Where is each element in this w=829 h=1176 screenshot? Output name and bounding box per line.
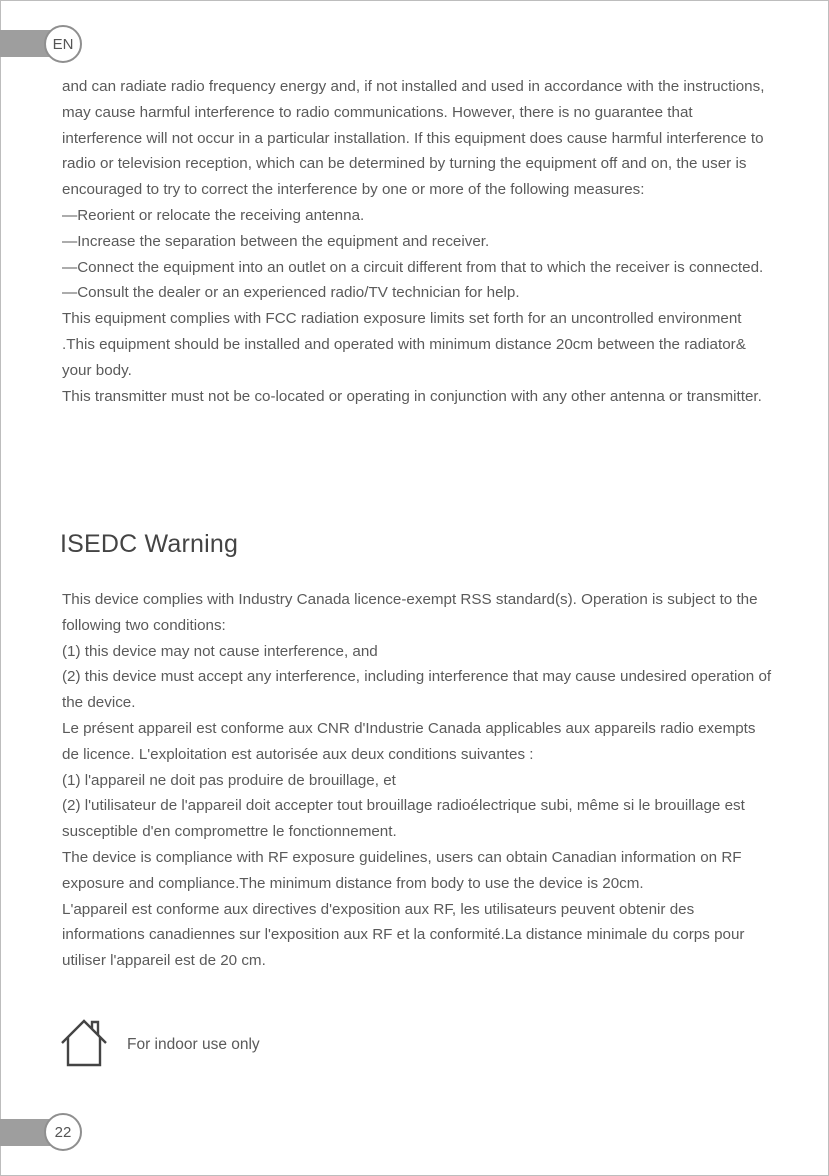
isedc-condition: (2) this device must accept any interference, including interference that may cause undesired operation of the device. (62, 668, 772, 712)
isedc-condition-fr: (2) l'utilisateur de l'appareil doit accepter tout brouillage radioélectrique subi, même si le brouillage est susceptible d'en compromettre le fonctionnement. (62, 797, 745, 841)
house-icon (58, 1016, 110, 1068)
indoor-use-notice (58, 1016, 260, 1068)
fcc-measure-item: —Connect the equipment into an outlet on a circuit different from that to which the receiver is connected. (62, 258, 764, 276)
fcc-measure-item: —Consult the dealer or an experienced radio/TV technician for help. (62, 284, 520, 302)
fcc-paragraph: This equipment complies with FCC radiation exposure limits set forth for an uncontrolled environment .This equipment should be installed and operated with minimum distance 20cm between the radiator& your body. (62, 310, 746, 379)
isedc-paragraph-fr: Le présent appareil est conforme aux CNR d'Industrie Canada applicables aux appareils radio exempts de licence. L'exploitation est autorisée aux deux conditions suivantes : (62, 719, 756, 763)
fcc-paragraph: This transmitter must not be co-located or operating in conjunction with any other antenna or transmitter. (62, 387, 762, 405)
isedc-condition-fr: (1) l'appareil ne doit pas produire de brouillage, et (62, 771, 396, 789)
indoor-use-label: For indoor use only (127, 1036, 260, 1053)
rf-exposure-paragraph: The device is compliance with RF exposure guidelines, users can obtain Canadian information on RF exposure and compliance.The minimum distance from body to use the device is 20cm. (62, 848, 742, 892)
isedc-statement (62, 587, 774, 974)
fcc-statement (62, 74, 774, 409)
isedc-heading: ISEDC Warning (60, 530, 239, 558)
fcc-measure-item: —Reorient or relocate the receiving antenna. (62, 206, 365, 224)
fcc-paragraph: and can radiate radio frequency energy and, if not installed and used in accordance with the instructions, may cause harmful interference to radio communications. However, there is no guarantee that interference will not occur in a particular installation. If this equipment does cause harmful interference to radio or television reception, which can be determined by turning the equipment off and on, the user is encouraged to try to correct the interference by one or more of the following measures: (62, 78, 765, 199)
isedc-condition: (1) this device may not cause interference, and (62, 642, 378, 660)
rf-exposure-paragraph-fr: L'appareil est conforme aux directives d'exposition aux RF, les utilisateurs peuvent obtenir des informations canadiennes sur l'exposition aux RF et la conformité.La distance minimale du corps pour utiliser l'appareil est de 20 cm. (62, 900, 745, 970)
isedc-paragraph: This device complies with Industry Canada licence-exempt RSS standard(s). Operation is subject to the following two conditions: (62, 591, 758, 634)
fcc-measure-item: —Increase the separation between the equipment and receiver. (62, 232, 490, 250)
language-badge: EN (44, 25, 82, 63)
page-number-badge: 22 (44, 1113, 82, 1151)
